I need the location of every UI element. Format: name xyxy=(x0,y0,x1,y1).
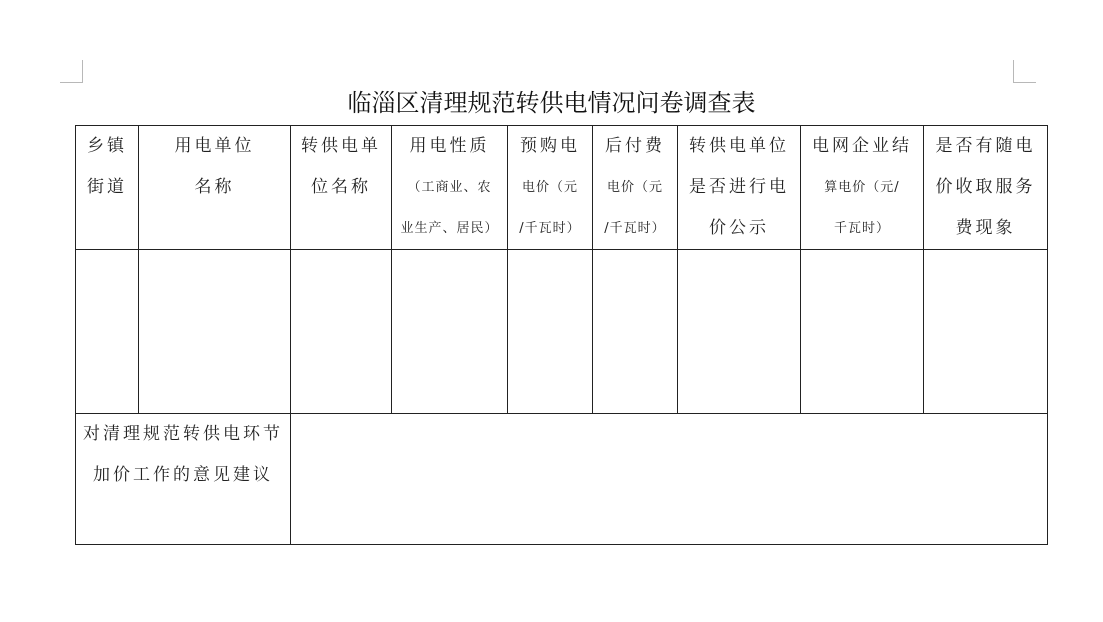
header-cell-user-unit xyxy=(139,126,291,250)
table-cell-postpaid-price[interactable] xyxy=(593,250,678,414)
header-cell-prepaid-price xyxy=(508,126,593,250)
header-line: 千瓦时） xyxy=(833,221,890,236)
header-line: 价收取服务 xyxy=(935,177,1036,197)
header-line: 价公示 xyxy=(709,218,769,238)
header-line: 是否有随电 xyxy=(935,136,1036,156)
header-line: 用电性质 xyxy=(409,136,490,156)
header-cell-town xyxy=(76,126,139,250)
table-cell-town[interactable] xyxy=(76,250,139,414)
survey-table xyxy=(75,125,1048,545)
table-cell-usage-type[interactable] xyxy=(392,250,508,414)
header-line: 位名称 xyxy=(311,177,371,197)
header-cell-usage-type xyxy=(392,126,508,250)
header-line: 电价（元 xyxy=(606,180,663,195)
table-cell-service-fee[interactable] xyxy=(924,250,1048,414)
header-cell-service-fee xyxy=(924,126,1048,250)
remark-label-line: 对清理规范转供电环节 xyxy=(83,424,283,444)
document-title: 临淄区清理规范转供电情况问卷调查表 xyxy=(347,89,756,117)
remark-row xyxy=(76,414,1048,545)
header-line: 算电价（元/ xyxy=(824,180,900,195)
table-cell-supply-unit[interactable] xyxy=(291,250,392,414)
remark-value-cell[interactable] xyxy=(291,414,1048,545)
header-line: 电网企业结 xyxy=(812,136,912,156)
table-row xyxy=(76,250,1048,414)
header-line: 街道 xyxy=(87,177,127,197)
header-line: 用电单位 xyxy=(174,136,255,156)
header-line: /千瓦时） xyxy=(604,221,666,236)
remark-label-line: 加价工作的意见建议 xyxy=(93,465,273,485)
crop-mark-top-left xyxy=(60,60,83,83)
header-line: 转供电单位 xyxy=(689,136,789,156)
header-cell-postpaid-price xyxy=(593,126,678,250)
header-line: 费现象 xyxy=(955,218,1016,238)
header-line: 预购电 xyxy=(520,136,580,156)
header-line: /千瓦时） xyxy=(519,221,581,236)
header-cell-price-disclosure xyxy=(678,126,801,250)
header-line: 转供电单 xyxy=(301,136,381,156)
table-header-row xyxy=(76,126,1048,250)
header-line: （工商业、农 xyxy=(407,180,492,195)
table-cell-user-unit[interactable] xyxy=(139,250,291,414)
remark-label-cell xyxy=(76,414,291,545)
table-cell-prepaid-price[interactable] xyxy=(508,250,593,414)
header-line: 电价（元 xyxy=(521,180,578,195)
table-cell-grid-settlement-price[interactable] xyxy=(801,250,924,414)
header-line: 名称 xyxy=(194,177,235,197)
header-line: 业生产、居民） xyxy=(400,221,499,236)
crop-mark-top-right xyxy=(1013,60,1036,83)
header-cell-supply-unit xyxy=(291,126,392,250)
header-line: 是否进行电 xyxy=(689,177,789,197)
header-line: 乡镇 xyxy=(87,136,127,156)
table-cell-price-disclosure[interactable] xyxy=(678,250,801,414)
header-cell-grid-settlement-price xyxy=(801,126,924,250)
header-line: 后付费 xyxy=(605,136,665,156)
